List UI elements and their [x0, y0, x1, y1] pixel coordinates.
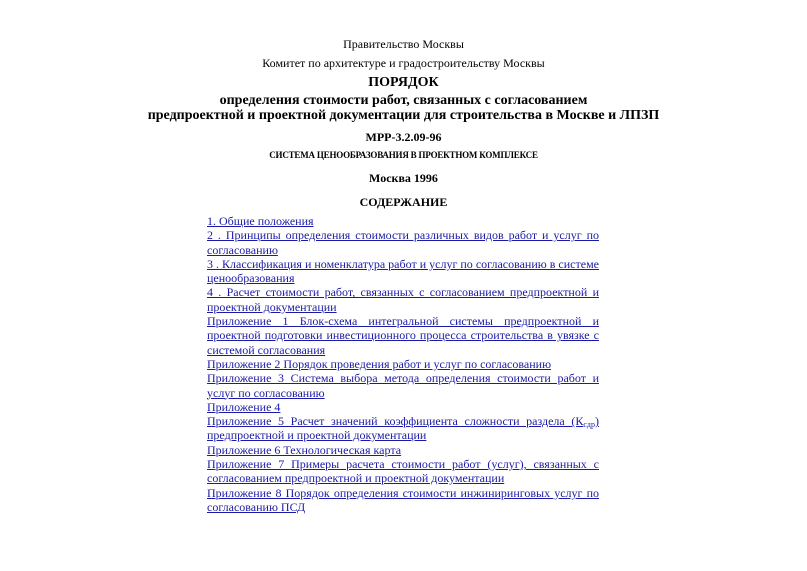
toc-link-general[interactable]: 1. Общие положения	[207, 214, 314, 228]
toc-link-appendix-7[interactable]: Приложение 7 Примеры расчета стоимости работ (услуг), связанных с согласованием предпроектной и проектной документации	[207, 457, 599, 486]
document-subtitle-line1: определения стоимости работ, связанных с согласованием	[219, 93, 588, 108]
toc-link-appendix-2[interactable]: Приложение 2 Порядок проведения работ и услуг по согласованию	[207, 356, 552, 371]
government-name: Правительство Москвы	[343, 37, 464, 51]
toc-link-appendix-6[interactable]: Приложение 6 Технологическая карта	[207, 442, 402, 457]
toc-link-appendix-3[interactable]: Приложение 3 Система выбора метода определения стоимости работ и услуг по согласованию	[207, 371, 599, 400]
toc-link-calculation[interactable]: 4 . Расчет стоимости работ, связанных с согласованием предпроектной и проектной документации	[207, 285, 599, 314]
appendix-5-subscript: сдр	[583, 420, 595, 430]
document-code: МРР-3.2.09-96	[365, 130, 442, 144]
appendix-5-suffix: ) предпроектной и проектной документации	[207, 414, 599, 443]
toc-link-principles[interactable]: 2 . Принципы определения стоимости различных видов работ и услуг по согласованию	[207, 228, 599, 257]
appendix-5-prefix: Приложение 5 Расчет значений коэффициента сложности раздела (К	[207, 414, 584, 429]
toc-link-appendix-1[interactable]: Приложение 1 Блок-схема интегральной системы предпроектной и проектной подготовки инвестиционного процесса строительства в увязке с системой согласования	[207, 314, 599, 357]
document-title: ПОРЯДОК	[368, 75, 439, 90]
toc-link-classification[interactable]: 3 . Классификация и номенклатура работ и услуг по согласованию в системе ценообразования	[207, 256, 599, 286]
toc-link-appendix-5[interactable]	[207, 414, 599, 443]
city-year: Москва 1996	[369, 171, 438, 185]
system-name: СИСТЕМА ЦЕНООБРАЗОВАНИЯ В ПРОЕКТНОМ КОМПЛЕКСЕ	[269, 150, 538, 160]
committee-name: Комитет по архитектуре и градостроительству Москвы	[262, 56, 545, 70]
toc-link-appendix-8[interactable]: Приложение 8 Порядок определения стоимости инжиниринговых услуг по согласованию ПСД	[207, 485, 599, 514]
table-of-contents	[207, 214, 599, 514]
toc-link-appendix-4[interactable]: Приложение 4	[207, 399, 281, 414]
toc-heading: СОДЕРЖАНИЕ	[359, 195, 448, 209]
document-subtitle-line2: предпроектной и проектной документации для строительства в Москве и ЛПЗП	[147, 108, 660, 123]
